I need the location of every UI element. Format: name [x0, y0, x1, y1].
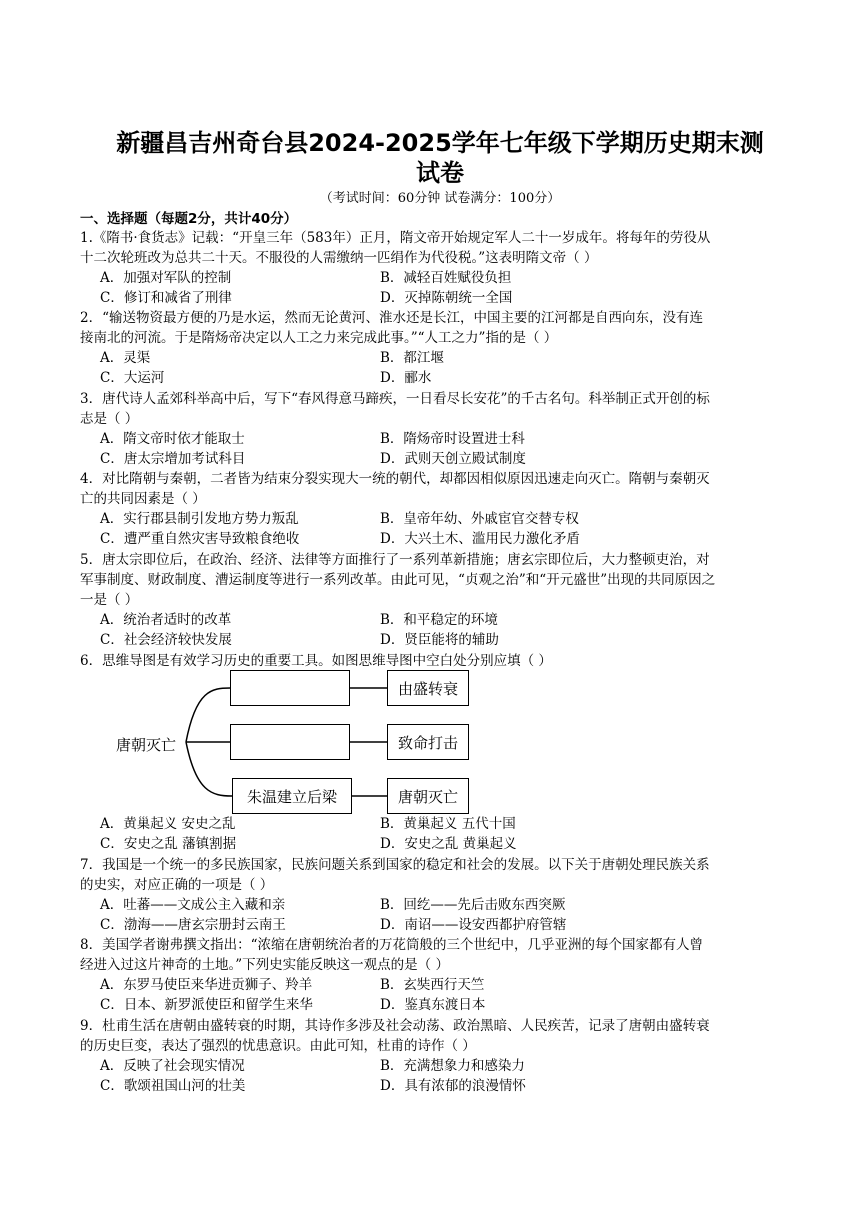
question-5-option-c: C．社会经济较快发展 [100, 632, 232, 648]
question-1-option-b: B．减轻百姓赋役负担 [380, 270, 512, 286]
question-6-option-a: A．黄巢起义 安史之乱 [100, 816, 236, 832]
question-9-stem-line1: 9．杜甫生活在唐朝由盛转衰的时期，其诗作多涉及社会动荡、政治黑暗、人民疾苦，记录了唐朝由盛转衰 [80, 1018, 710, 1034]
question-1-stem-line2: 十二次轮班改为总共二十天。不服役的人需缴纳一匹绢作为代役税。”这表明隋文帝（ ） [80, 250, 598, 266]
question-2-stem-line2: 接南北的河流。于是隋炀帝决定以人工之力来完成此事。”“人工之力”指的是（ ） [80, 330, 558, 346]
question-1-option-d: D．灭掉陈朝统一全国 [380, 290, 513, 306]
question-8-option-a: A．东罗马使臣来华进贡狮子、羚羊 [100, 977, 313, 993]
question-2-option-c: C．大运河 [100, 370, 165, 386]
question-9-option-d: D．具有浓郁的浪漫情怀 [380, 1078, 526, 1094]
section-heading: 一、选择题（每题2分，共计40分） [80, 211, 298, 227]
question-7-option-b: B．回纥——先后击败东西突厥 [380, 897, 566, 913]
question-9-stem-line2: 的历史巨变，表达了强烈的忧患意识。由此可知，杜甫的诗作（ ） [80, 1038, 476, 1054]
question-8-option-d: D．鉴真东渡日本 [380, 997, 486, 1013]
question-2-stem-line1: 2．“输送物资最方便的乃是水运，然而无论黄河、淮水还是长江，中国主要的江河都是自西向东，没有连 [80, 310, 703, 326]
question-5-stem-line2: 军事制度、财政制度、漕运制度等进行一系列改革。由此可见，“贞观之治”和“开元盛世”出现的共同原因之 [80, 572, 716, 588]
mindmap-cause-3: 朱温建立后梁 [232, 778, 352, 814]
question-8-option-b: B．玄奘西行天竺 [380, 977, 485, 993]
question-9-option-a: A．反映了社会现实情况 [100, 1058, 245, 1074]
question-7-stem-line2: 的史实，对应正确的一项是（ ） [80, 877, 274, 893]
question-4-option-c: C．遭严重自然灾害导致粮食绝收 [100, 531, 300, 547]
question-9-option-b: B．充满想象力和感染力 [380, 1058, 525, 1074]
question-5-option-b: B．和平稳定的环境 [380, 612, 498, 628]
question-3-option-d: D．武则天创立殿试制度 [380, 451, 526, 467]
question-6-option-c: C．安史之乱 藩镇割据 [100, 836, 237, 852]
question-2-option-b: B．都江堰 [380, 350, 444, 366]
question-5-stem-line3: 一是（ ） [80, 592, 139, 608]
question-7-option-a: A．吐蕃——文成公主入藏和亲 [100, 897, 286, 913]
question-5-stem-line1: 5．唐太宗即位后，在政治、经济、法律等方面推行了一系列革新措施；唐玄宗即位后，大力整顿吏治，对 [80, 552, 710, 568]
mindmap-effect-1: 由盛转衰 [387, 670, 469, 706]
question-8-stem-line2: 经进入过这片神奇的土地。”下列史实能反映这一观点的是（ ） [80, 957, 449, 973]
question-4-option-b: B．皇帝年幼、外戚宦官交替专权 [380, 511, 579, 527]
mindmap-effect-3: 唐朝灭亡 [387, 778, 469, 814]
question-6-option-d: D．安史之乱 黄巢起义 [380, 836, 517, 852]
question-1-stem-line1: 1.《隋书·食货志》记载：“开皇三年（583年）正月，隋文帝开始规定军人二十一岁成年。将每年的劳役从 [80, 230, 711, 246]
question-1-option-c: C．修订和减省了刑律 [100, 290, 232, 306]
question-7-option-c: C．渤海——唐玄宗册封云南王 [100, 917, 286, 933]
mindmap-blank-1 [230, 670, 350, 706]
question-8-stem-line1: 8．美国学者谢弗撰文指出：“浓缩在唐朝统治者的万花筒般的三个世纪中，几乎亚洲的每个国家都有人曾 [80, 937, 703, 953]
question-2-option-d: D．郦水 [380, 370, 432, 386]
question-6-stem-line1: 6．思维导图是有效学习历史的重要工具。如图思维导图中空白处分别应填（ ） [80, 653, 552, 669]
question-3-stem-line1: 3．唐代诗人孟郊科举高中后，写下“春风得意马蹄疾，一日看尽长安花”的千古名句。科举制正式开创的标 [80, 391, 710, 407]
question-2-option-a: A．灵渠 [100, 350, 151, 366]
mindmap-root: 唐朝灭亡 [116, 736, 177, 754]
exam-subtitle: （考试时间：60分钟 试卷满分：100分） [319, 191, 561, 206]
question-4-stem-line1: 4．对比隋朝与秦朝，二者皆为结束分裂实现大一统的朝代，却都因相似原因迅速走向灭亡。隋朝与秦朝灭 [80, 471, 710, 487]
question-7-option-d: D．南诏——设安西都护府管辖 [380, 917, 567, 933]
exam-title-line1: 新疆昌吉州奇台县2024-2025学年七年级下学期历史期末测 [116, 129, 764, 157]
mindmap-blank-2 [230, 724, 350, 760]
exam-title-line2: 试卷 [416, 159, 464, 187]
question-4-stem-line2: 亡的共同因素是（ ） [80, 491, 206, 507]
question-6-option-b: B．黄巢起义 五代十国 [380, 816, 516, 832]
question-4-option-a: A．实行郡县制引发地方势力叛乱 [100, 511, 299, 527]
question-3-stem-line2: 志是（ ） [80, 411, 139, 427]
question-5-option-a: A．统治者适时的改革 [100, 612, 232, 628]
question-3-option-b: B．隋炀帝时设置进士科 [380, 431, 525, 447]
question-3-option-c: C．唐太宗增加考试科目 [100, 451, 246, 467]
question-3-option-a: A．隋文帝时依才能取士 [100, 431, 245, 447]
question-9-option-c: C．歌颂祖国山河的壮美 [100, 1078, 246, 1094]
question-8-option-c: C．日本、新罗派使臣和留学生来华 [100, 997, 313, 1013]
mindmap-effect-2: 致命打击 [387, 724, 469, 760]
question-7-stem-line1: 7．我国是一个统一的多民族国家，民族问题关系到国家的稳定和社会的发展。以下关于唐朝处理民族关系 [80, 857, 710, 873]
question-1-option-a: A．加强对军队的控制 [100, 270, 232, 286]
question-4-option-d: D．大兴土木、滥用民力激化矛盾 [380, 531, 580, 547]
question-5-option-d: D．贤臣能将的辅助 [380, 632, 499, 648]
